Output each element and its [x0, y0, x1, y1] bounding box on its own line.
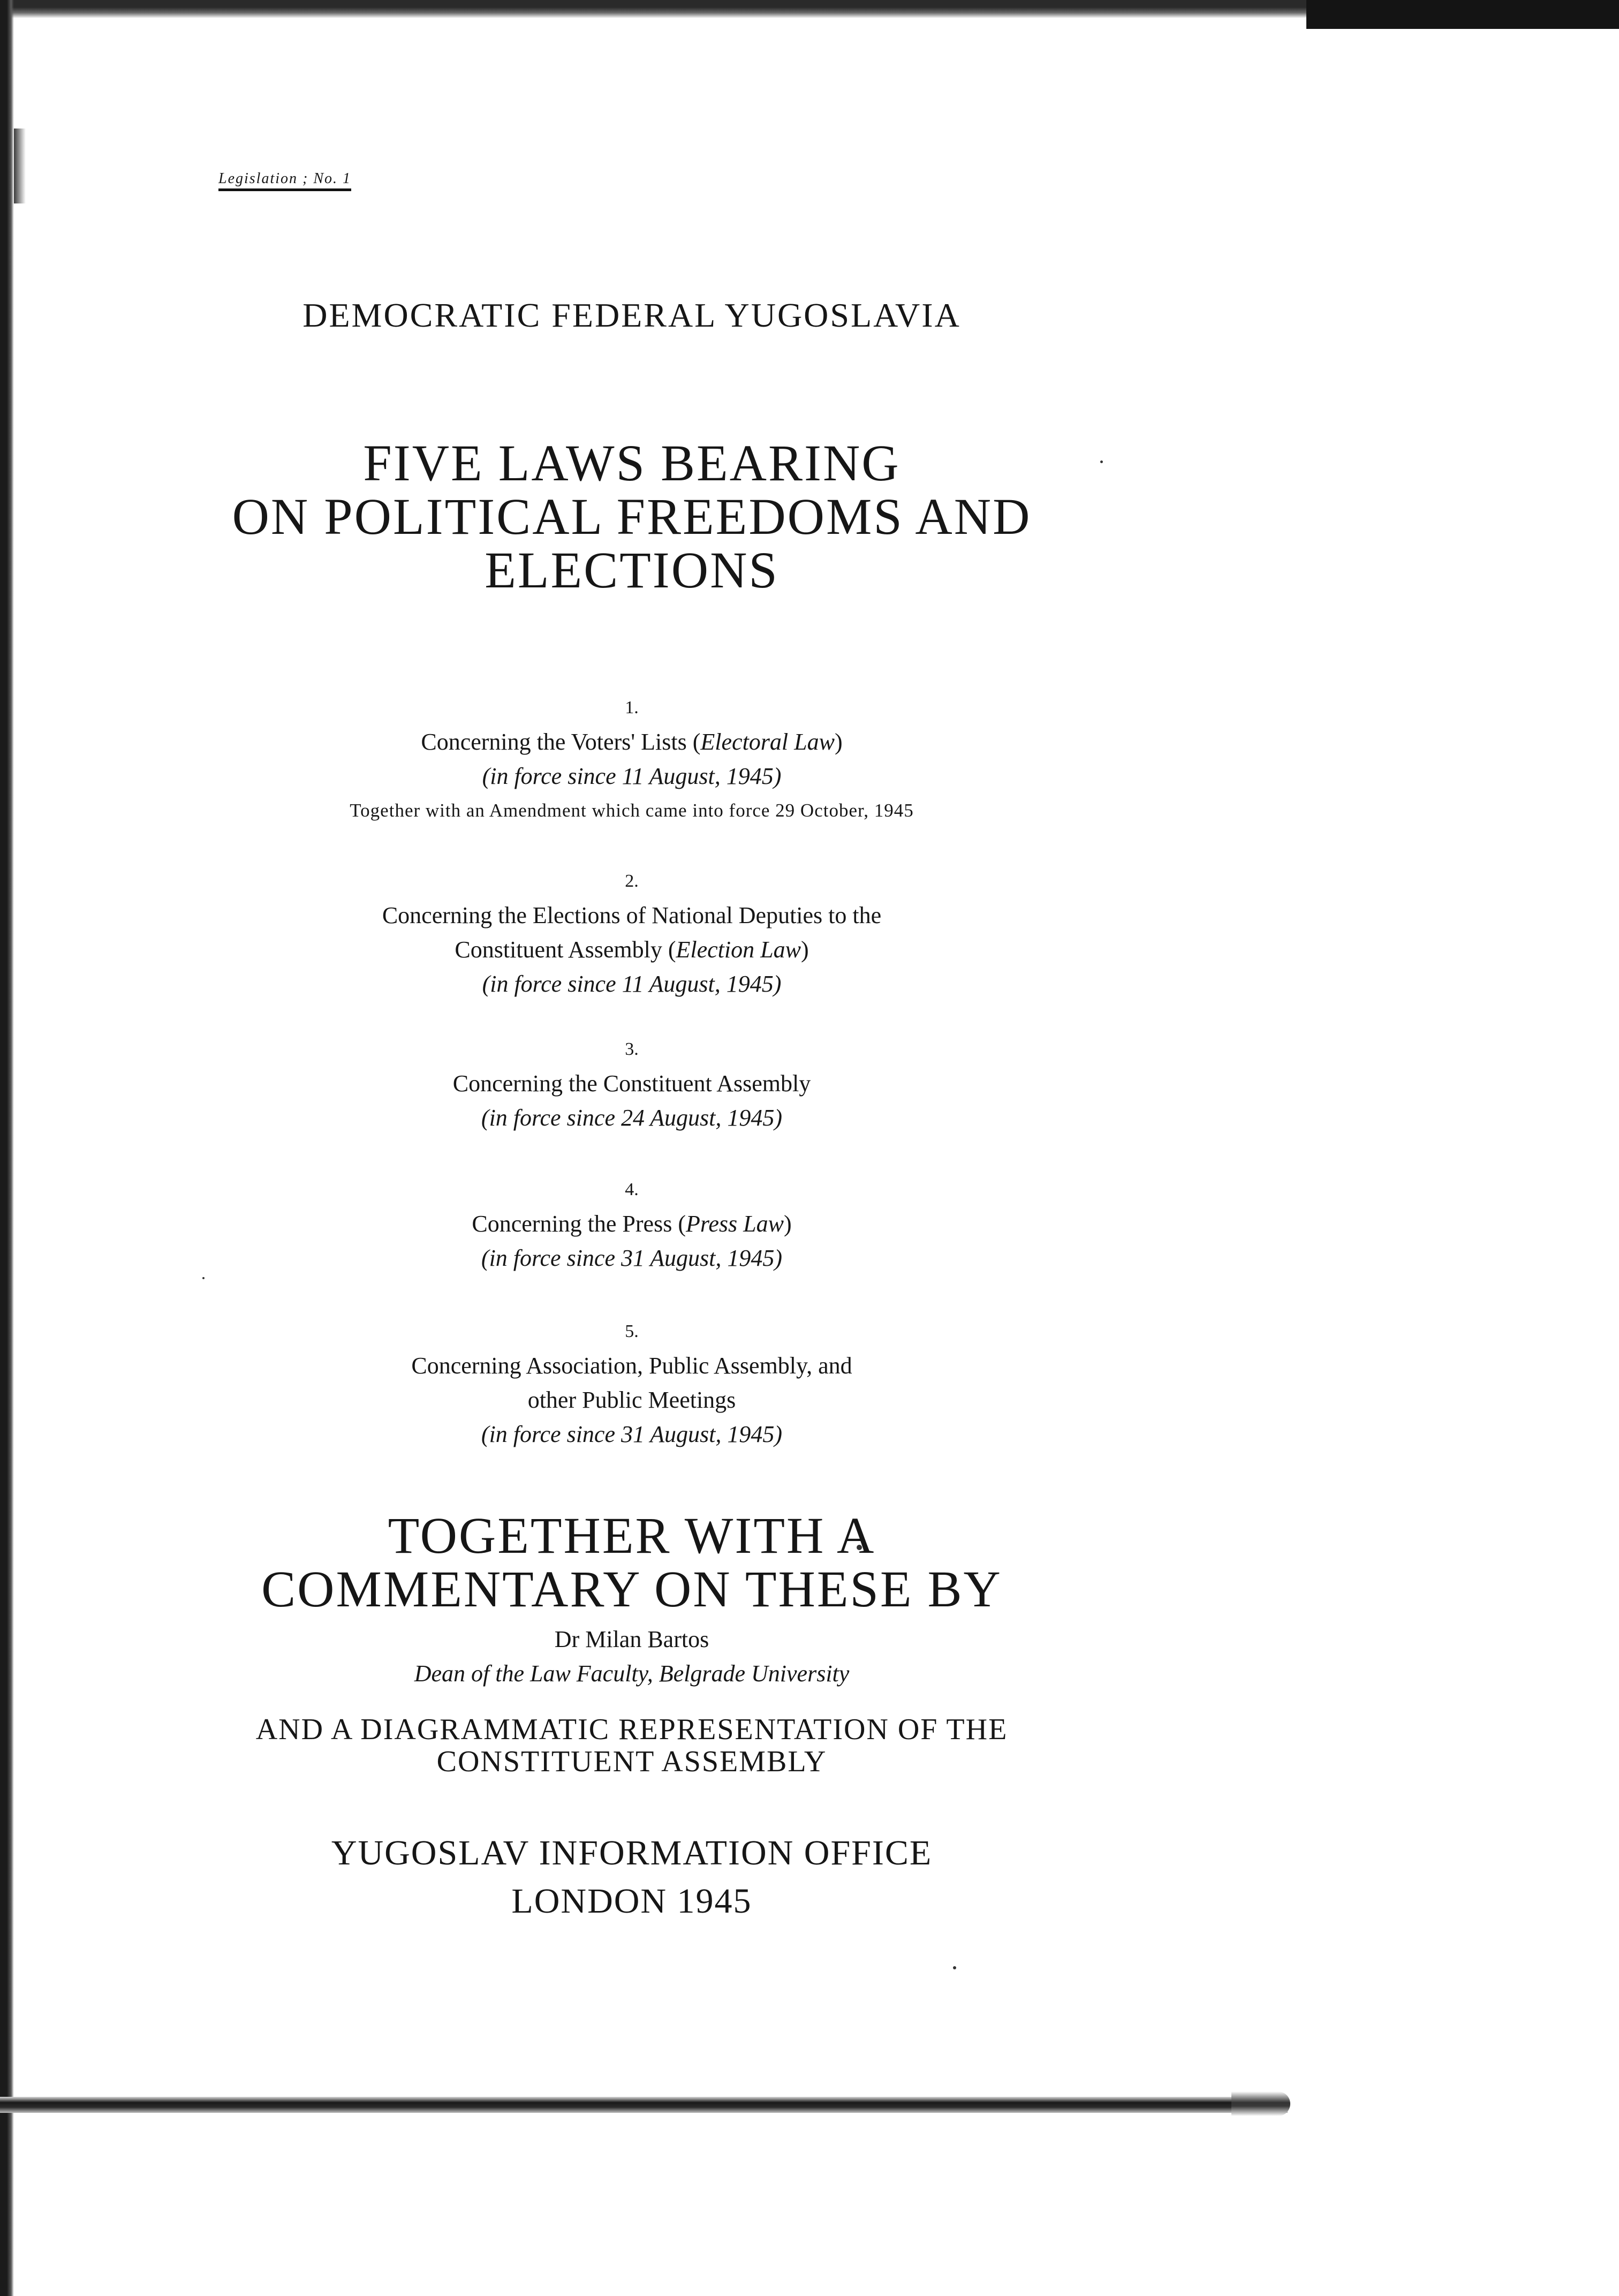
- law-number: 1.: [625, 698, 639, 718]
- country-heading: DEMOCRATIC FEDERAL YUGOSLAVIA: [302, 296, 961, 334]
- law-in-force-date: (in force since 31 August, 1945): [481, 1245, 783, 1271]
- series-label: Legislation ; No. 1: [218, 170, 351, 191]
- law-short-name: Electoral Law: [700, 729, 835, 755]
- law-title: [161, 1207, 1103, 1241]
- law-title-text: Concerning the Press (: [472, 1211, 686, 1237]
- author-name: Dr Milan Bartos: [554, 1626, 709, 1652]
- law-number: 4.: [625, 1180, 639, 1199]
- main-title-line: ELECTIONS: [485, 541, 779, 599]
- law-title-close: ): [834, 729, 843, 755]
- commentary-heading: [161, 1509, 1103, 1616]
- commentary-heading-line: COMMENTARY ON THESE BY: [261, 1560, 1002, 1618]
- law-in-force-date: (in force since 11 August, 1945): [482, 763, 782, 789]
- law-entry-3: [161, 1032, 1103, 1135]
- diagram-note: [161, 1713, 1103, 1778]
- law-short-name: Press Law: [685, 1211, 784, 1237]
- law-in-force-date: (in force since 11 August, 1945): [482, 971, 782, 997]
- scan-speck: [953, 1966, 956, 1969]
- diagram-note-line: AND A DIAGRAMMATIC REPRESENTATION OF THE: [255, 1713, 1008, 1746]
- scan-edge-top-right: [1306, 0, 1619, 29]
- scan-edge-left-notch: [14, 129, 26, 203]
- law-title: Concerning Association, Public Assembly, and: [411, 1353, 852, 1379]
- law-entry-1: [161, 691, 1103, 828]
- law-title: Concerning the Constituent Assembly: [452, 1070, 811, 1097]
- publisher-place-year: LONDON 1945: [511, 1882, 752, 1921]
- scan-edge-bottom-tip: [1231, 2091, 1290, 2116]
- law-title: [161, 725, 1103, 759]
- law-entry-5: [161, 1315, 1103, 1452]
- publisher-name: YUGOSLAV INFORMATION OFFICE: [331, 1833, 933, 1872]
- law-in-force-date: (in force since 24 August, 1945): [481, 1105, 783, 1131]
- publisher-imprint: [161, 1829, 1103, 1925]
- law-number: 2.: [625, 871, 639, 891]
- law-title-continued: [161, 933, 1103, 967]
- author-block: [161, 1622, 1103, 1691]
- law-amendment-note: Together with an Amendment which came into force 29 October, 1945: [350, 800, 914, 821]
- law-title-continued: other Public Meetings: [527, 1387, 736, 1413]
- scan-edge-left: [0, 0, 14, 2296]
- main-title-line: ON POLITICAL FREEDOMS AND: [232, 488, 1032, 545]
- law-entry-4: [161, 1173, 1103, 1275]
- law-title-close: ): [783, 1211, 792, 1237]
- main-title-line: FIVE LAWS BEARING: [363, 434, 901, 492]
- law-title-text: Constituent Assembly (: [455, 936, 676, 963]
- law-title-text: Concerning the Voters' Lists (: [421, 729, 701, 755]
- law-in-force-date: (in force since 31 August, 1945): [481, 1421, 783, 1447]
- law-short-name: Election Law: [676, 936, 801, 963]
- author-role: Dean of the Law Faculty, Belgrade University: [414, 1660, 850, 1687]
- scan-edge-bottom: [0, 2097, 1288, 2113]
- law-entry-2: [161, 864, 1103, 1001]
- law-title-close: ): [800, 936, 809, 963]
- diagram-note-line: CONSTITUENT ASSEMBLY: [436, 1745, 827, 1778]
- commentary-heading-line: TOGETHER WITH A: [388, 1507, 876, 1564]
- law-number: 5.: [625, 1321, 639, 1341]
- law-number: 3.: [625, 1039, 639, 1059]
- law-title: Concerning the Elections of National Deputies to the: [382, 902, 882, 928]
- scan-speck: [202, 1277, 205, 1279]
- main-title: [161, 436, 1103, 597]
